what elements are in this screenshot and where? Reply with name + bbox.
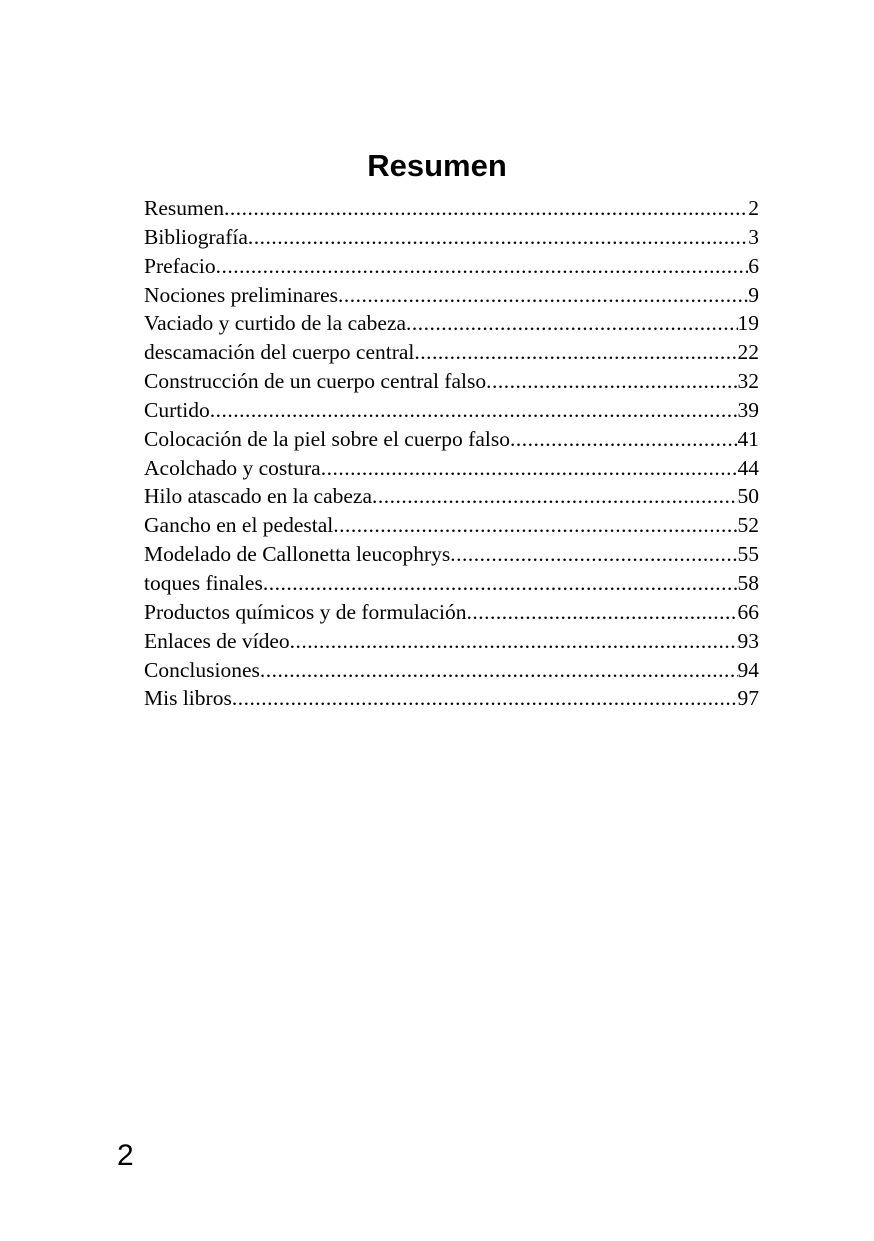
toc-entry[interactable] bbox=[144, 627, 759, 656]
toc-entry-page: 66 bbox=[737, 599, 759, 624]
toc-entry-label: Mis libros bbox=[144, 686, 232, 711]
toc-entry[interactable] bbox=[144, 396, 759, 425]
toc-entry[interactable] bbox=[144, 425, 759, 454]
toc-dot-leader bbox=[450, 540, 737, 569]
toc-entry-page: 55 bbox=[737, 542, 759, 567]
toc-dot-leader bbox=[290, 627, 738, 656]
toc-entry-label: Prefacio bbox=[144, 253, 216, 278]
toc-entry-page: 32 bbox=[737, 369, 759, 394]
toc-entry-page: 97 bbox=[737, 686, 759, 711]
toc-entry[interactable] bbox=[144, 252, 759, 281]
toc-entry-label: descamación del cuerpo central bbox=[144, 340, 415, 365]
toc-dot-leader bbox=[210, 396, 738, 425]
toc-entry-page: 22 bbox=[737, 340, 759, 365]
toc-entry[interactable] bbox=[144, 656, 759, 685]
toc-dot-leader bbox=[216, 252, 749, 281]
toc-entry-label: Acolchado y costura bbox=[144, 455, 321, 480]
toc-dot-leader bbox=[248, 223, 748, 252]
toc-entry-label: Nociones preliminares bbox=[144, 282, 339, 307]
toc-entry-label: Gancho en el pedestal bbox=[144, 513, 334, 538]
toc-dot-leader bbox=[466, 598, 737, 627]
toc-entry-page: 41 bbox=[737, 426, 759, 451]
toc-dot-leader bbox=[338, 281, 748, 310]
toc-dot-leader bbox=[260, 656, 738, 685]
toc-entry-label: Construcción de un cuerpo central falso bbox=[144, 369, 487, 394]
toc-entry-label: Vaciado y curtido de la cabeza bbox=[144, 311, 407, 336]
toc-entry[interactable] bbox=[144, 569, 759, 598]
toc-entry-label: Hilo atascado en la cabeza bbox=[144, 484, 373, 509]
toc-entry[interactable] bbox=[144, 281, 759, 310]
toc-entry-page: 9 bbox=[748, 282, 759, 307]
toc-entry[interactable] bbox=[144, 482, 759, 511]
toc-entry[interactable] bbox=[144, 454, 759, 483]
toc-entry-label: Enlaces de vídeo bbox=[144, 628, 290, 653]
table-of-contents bbox=[144, 194, 759, 713]
toc-entry-label: Productos químicos y de formulación bbox=[144, 599, 467, 624]
toc-entry[interactable] bbox=[144, 338, 759, 367]
toc-dot-leader bbox=[406, 309, 737, 338]
toc-entry-page: 6 bbox=[748, 253, 759, 278]
toc-entry-page: 50 bbox=[737, 484, 759, 509]
toc-dot-leader bbox=[486, 367, 737, 396]
toc-entry[interactable] bbox=[144, 511, 759, 540]
toc-entry[interactable] bbox=[144, 223, 759, 252]
toc-dot-leader bbox=[510, 425, 738, 454]
toc-entry[interactable] bbox=[144, 684, 759, 713]
toc-entry-page: 39 bbox=[737, 397, 759, 422]
toc-entry-label: Resumen bbox=[144, 196, 225, 220]
toc-entry[interactable] bbox=[144, 309, 759, 338]
toc-dot-leader bbox=[414, 338, 737, 367]
toc-entry-page: 3 bbox=[748, 224, 759, 249]
toc-entry-label: Colocación de la piel sobre el cuerpo falso bbox=[144, 426, 510, 451]
toc-entry[interactable] bbox=[144, 194, 759, 223]
toc-entry-label: Bibliografía bbox=[144, 224, 248, 249]
toc-entry-label: Conclusiones bbox=[144, 657, 260, 682]
toc-entry-label: toques finales bbox=[144, 570, 263, 595]
toc-entry-label: Modelado de Callonetta leucophrys bbox=[144, 542, 451, 567]
toc-entry-page: 19 bbox=[737, 311, 759, 336]
toc-dot-leader bbox=[372, 482, 737, 511]
toc-entry-page: 58 bbox=[737, 570, 759, 595]
toc-entry-label: Curtido bbox=[144, 397, 210, 422]
toc-dot-leader bbox=[333, 511, 737, 540]
toc-entry-page: 52 bbox=[737, 513, 759, 538]
toc-entry[interactable] bbox=[144, 598, 759, 627]
toc-entry-page: 44 bbox=[737, 455, 759, 480]
page-title: Resumen bbox=[367, 148, 507, 183]
toc-entry[interactable] bbox=[144, 367, 759, 396]
toc-entry[interactable] bbox=[144, 540, 759, 569]
toc-dot-leader bbox=[263, 569, 738, 598]
toc-dot-leader bbox=[321, 454, 738, 483]
toc-entry-page: 93 bbox=[737, 628, 759, 653]
toc-dot-leader bbox=[232, 684, 738, 713]
toc-entry-page: 94 bbox=[737, 657, 759, 682]
toc-entry-page: 2 bbox=[748, 196, 759, 220]
toc-dot-leader bbox=[224, 194, 748, 223]
page-number: 2 bbox=[117, 1139, 134, 1172]
